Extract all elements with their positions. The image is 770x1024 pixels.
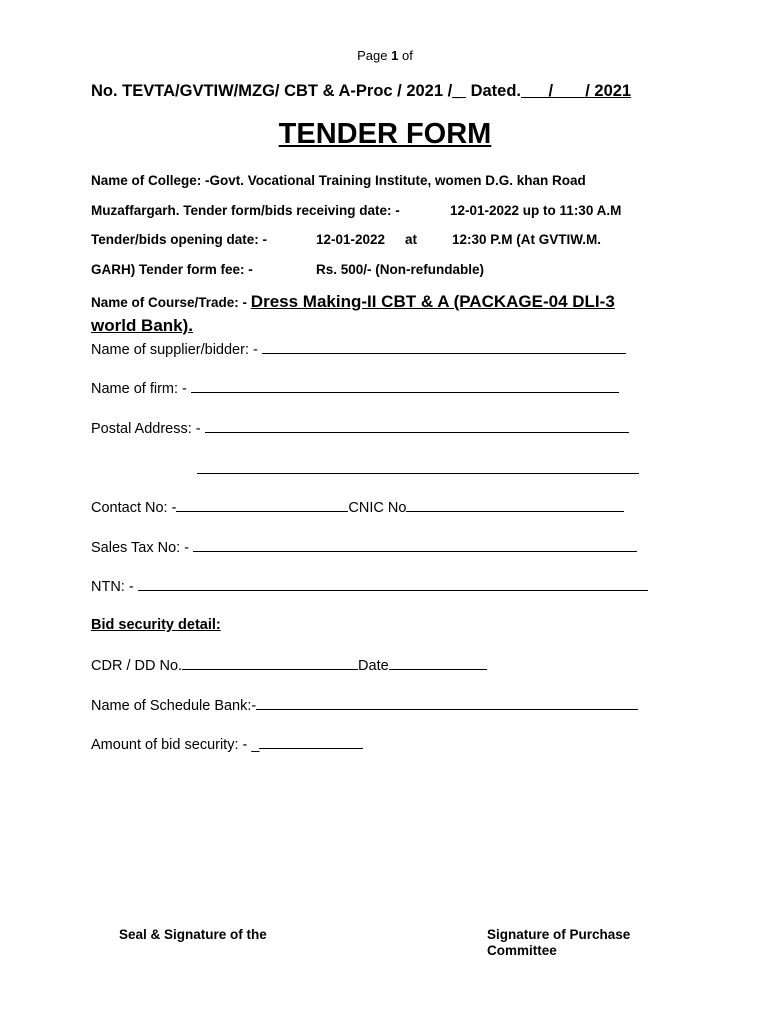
- sales-tax-label: Sales Tax No: -: [91, 540, 190, 556]
- bank-label: Name of Schedule Bank:-: [91, 698, 257, 714]
- ntn-label: NTN: -: [91, 579, 134, 595]
- ntn-line[interactable]: [138, 576, 648, 591]
- page-number-value: 1: [391, 48, 399, 63]
- postal-line[interactable]: [205, 418, 629, 433]
- sales-tax-field[interactable]: [91, 537, 637, 556]
- dated-label: Dated.: [470, 82, 522, 100]
- opening-at: at: [405, 232, 418, 247]
- seal-signature-label: Seal & Signature of the: [119, 927, 267, 942]
- supplier-label: Name of supplier/bidder: -: [91, 342, 258, 358]
- fee-label: GARH) Tender form fee: -: [91, 262, 253, 277]
- opening-label: Tender/bids opening date: -: [91, 232, 268, 247]
- course-label: Name of Course/Trade: -: [91, 295, 251, 310]
- course-value-cont: world Bank).: [91, 316, 194, 335]
- date-year: / 2021: [585, 82, 632, 100]
- cdr-date-line[interactable]: [389, 655, 487, 670]
- cnic-label: CNIC No: [348, 500, 407, 516]
- college-line: Name of College: -Govt. Vocational Training Institute, women D.G. khan Road: [91, 173, 586, 188]
- page-label: Page: [357, 48, 388, 63]
- firm-field[interactable]: [91, 378, 619, 397]
- cdr-field[interactable]: [91, 655, 487, 674]
- bid-security-heading: Bid security detail:: [91, 617, 221, 633]
- supplier-field[interactable]: [91, 339, 626, 358]
- purchase-signature-label: Signature of Purchase: [487, 927, 631, 942]
- postal-label: Postal Address: -: [91, 421, 201, 437]
- amount-field[interactable]: [91, 734, 363, 753]
- date-separator: /: [548, 82, 554, 100]
- cdr-line[interactable]: [182, 655, 358, 670]
- postal-line-2[interactable]: [197, 473, 639, 474]
- amount-label: Amount of bid security: - _: [91, 737, 260, 753]
- page-number: [0, 48, 770, 63]
- committee-label: Committee: [487, 943, 557, 958]
- contact-line[interactable]: [176, 497, 348, 512]
- fee-value: Rs. 500/- (Non-refundable): [316, 262, 485, 277]
- opening-date: 12-01-2022: [316, 232, 386, 247]
- course-value: Dress Making-II CBT & A (PACKAGE-04 DLI-3: [250, 292, 615, 311]
- bank-line[interactable]: [256, 695, 638, 710]
- cdr-label: CDR / DD No.: [91, 658, 183, 674]
- reference-blank: _: [452, 82, 462, 100]
- course-line: [91, 292, 615, 312]
- amount-line[interactable]: [259, 734, 363, 749]
- opening-time: 12:30 P.M (At GVTIW.M.: [452, 232, 602, 247]
- receiving-label: Muzaffargarh. Tender form/bids receiving date: -: [91, 203, 400, 218]
- bank-field[interactable]: [91, 695, 638, 714]
- cdr-date-label: Date: [358, 658, 389, 674]
- cnic-line[interactable]: [406, 497, 624, 512]
- reference-line: [91, 82, 631, 101]
- contact-label: Contact No: -: [91, 500, 177, 516]
- firm-label: Name of firm: -: [91, 381, 187, 397]
- page-suffix: of: [402, 48, 413, 63]
- supplier-line[interactable]: [262, 339, 626, 354]
- contact-field[interactable]: [91, 497, 624, 516]
- ntn-field[interactable]: [91, 576, 648, 595]
- firm-line[interactable]: [191, 378, 619, 393]
- receiving-value: 12-01-2022 up to 11:30 A.M: [450, 203, 622, 218]
- postal-field[interactable]: [91, 418, 629, 437]
- page-title: TENDER FORM: [278, 118, 492, 150]
- sales-tax-line[interactable]: [193, 537, 637, 552]
- reference-number: No. TEVTA/GVTIW/MZG/ CBT & A-Proc / 2021 /: [91, 82, 453, 100]
